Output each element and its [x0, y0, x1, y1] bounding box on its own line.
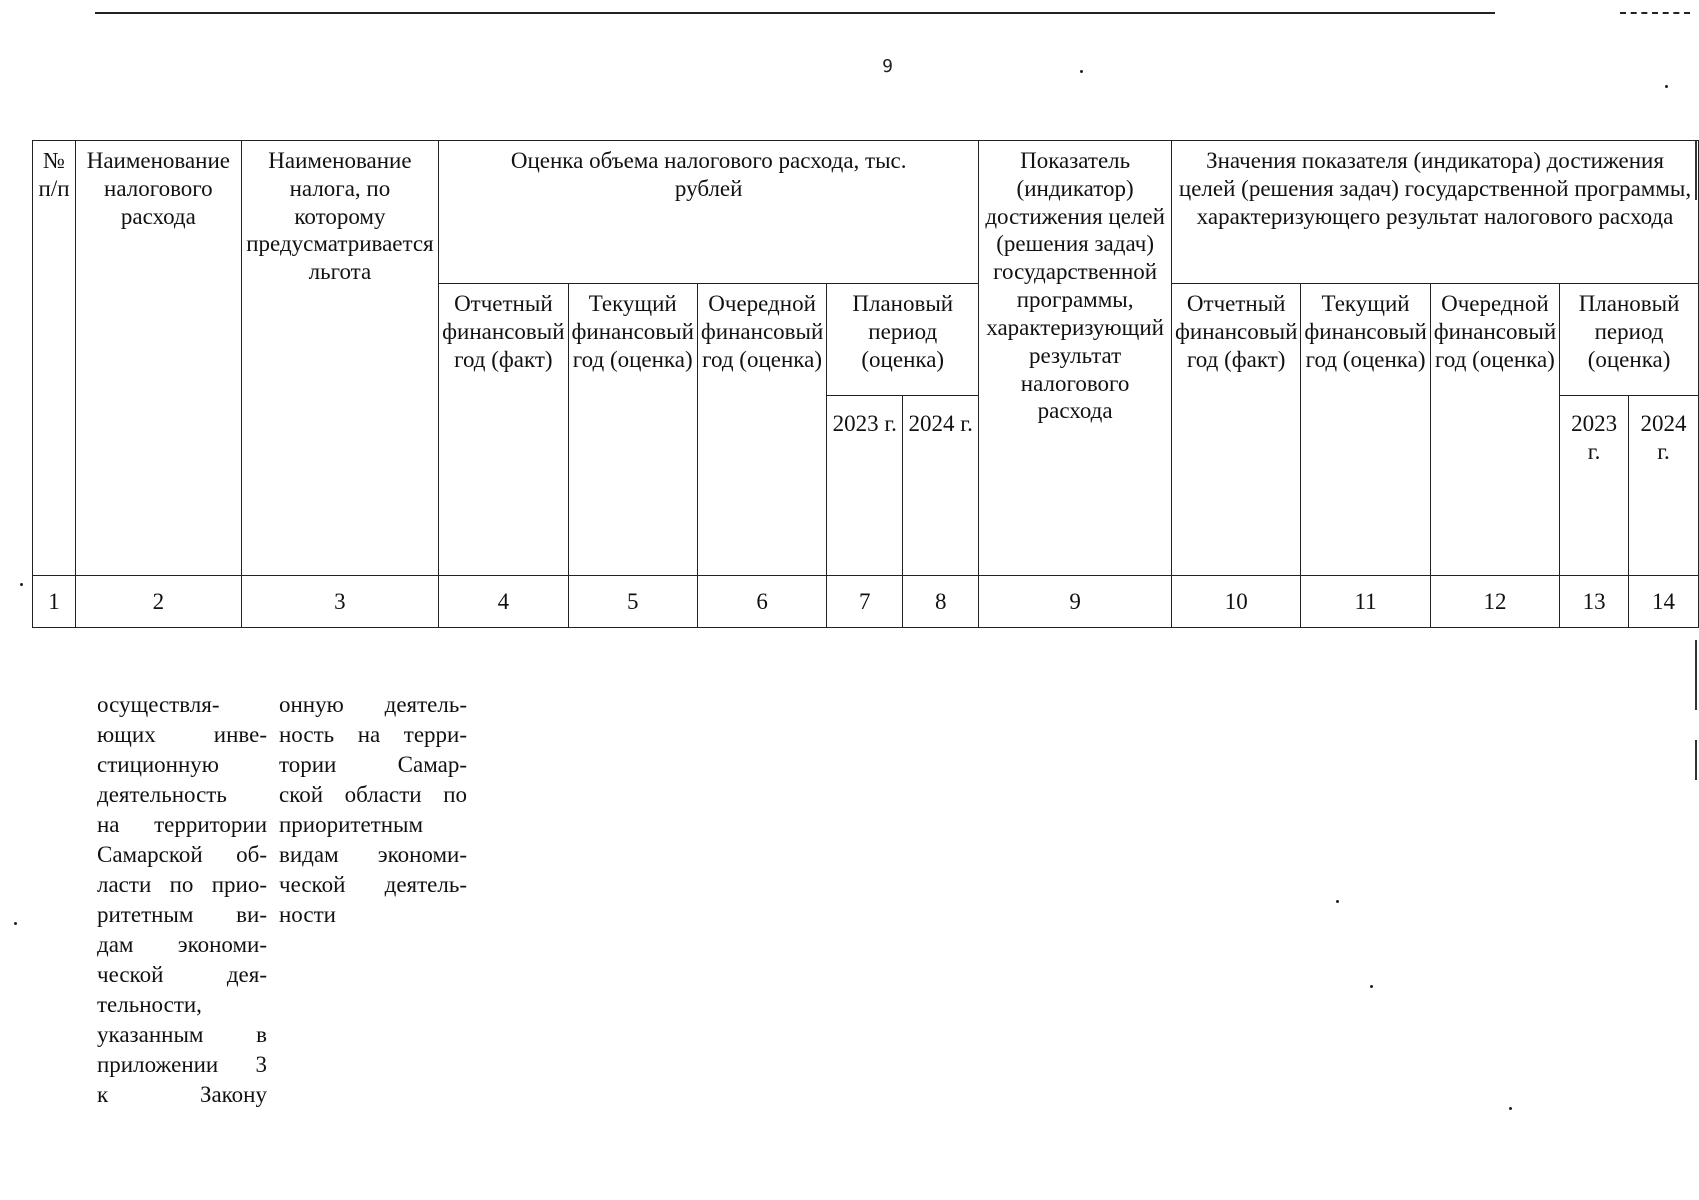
- header-est-plan-period: Плановый период (оценка): [827, 284, 979, 396]
- text-line: приложении 3: [97, 1052, 267, 1077]
- column-number: 5: [568, 576, 697, 628]
- text-line: приоритетным: [279, 812, 424, 837]
- text-line: к Закону: [97, 1082, 267, 1107]
- text-line: онную деятель-: [279, 692, 467, 717]
- text-line: стиционную: [97, 752, 219, 777]
- scan-dot: [1665, 85, 1668, 88]
- header-val-next-year: Очередной финансовый год (оценка): [1430, 284, 1559, 576]
- text-line: деятельность: [97, 782, 227, 807]
- text-line: ности: [279, 902, 336, 927]
- header-row-number: № п/п: [33, 141, 76, 576]
- column-number: 4: [439, 576, 568, 628]
- scan-dot: [1336, 900, 1339, 903]
- header-expense-name: Наименование налогового расхода: [76, 141, 242, 576]
- scan-dot: [14, 922, 17, 925]
- header-estimate-group: Оценка объема налогового расхода, тыс. рублей: [439, 141, 979, 284]
- header-est-2023: 2023 г.: [827, 396, 903, 576]
- column-number: 7: [827, 576, 903, 628]
- header-est-next-year: Очередной финансовый год (оценка): [697, 284, 826, 576]
- header-val-2024: 2024 г.: [1629, 396, 1699, 576]
- text-line: указанным в: [97, 1022, 267, 1047]
- header-val-reporting-year: Отчетный финансовый год (факт): [1172, 284, 1301, 576]
- text-line: дам экономи-: [97, 932, 267, 957]
- column-number: 12: [1430, 576, 1559, 628]
- column-number: 9: [979, 576, 1172, 628]
- text-line: тельности,: [97, 992, 202, 1017]
- header-val-2023: 2023 г.: [1560, 396, 1629, 576]
- column-number: 10: [1172, 576, 1301, 628]
- tax-name-text: [279, 690, 467, 930]
- text-line: тории Самар-: [279, 752, 467, 777]
- text-line: ность на терри-: [279, 722, 467, 747]
- column-number: 3: [241, 576, 438, 628]
- header-est-current-year: Текущий финансовый год (оценка): [568, 284, 697, 576]
- header-est-2024: 2024 г.: [903, 396, 979, 576]
- expense-name-text: [97, 690, 267, 1110]
- top-rule-right: [1620, 12, 1690, 14]
- column-number: 13: [1560, 576, 1629, 628]
- column-number: 11: [1301, 576, 1430, 628]
- column-number: 8: [903, 576, 979, 628]
- scan-dot: [1370, 985, 1373, 988]
- text-line: видам экономи-: [279, 842, 467, 867]
- text-line: ритетным ви-: [97, 902, 267, 927]
- text-line: осуществля-: [97, 692, 220, 717]
- header-indicator: Показатель (индикатор) достижения целей (решения задач) государственной программы, характеризующий результат налогового расхода: [979, 141, 1172, 576]
- column-number: 1: [33, 576, 76, 628]
- text-line: на территории: [97, 812, 267, 837]
- text-line: ческой дея-: [97, 962, 267, 987]
- text-line: ющих инве-: [97, 722, 267, 747]
- header-val-plan-period: Плановый период (оценка): [1560, 284, 1699, 396]
- right-edge-mark: [1695, 740, 1697, 780]
- header-tax-name: Наименование налога, по которому предусматривается льгота: [241, 141, 438, 576]
- page-number: 9: [882, 56, 893, 77]
- text-line: Самарской об-: [97, 842, 267, 867]
- right-edge-mark: [1695, 640, 1697, 710]
- header-est-reporting-year: Отчетный финансовый год (факт): [439, 284, 568, 576]
- scan-dot: [20, 583, 23, 586]
- column-number: 2: [76, 576, 242, 628]
- text-line: ческой деятель-: [279, 872, 467, 897]
- column-number: 14: [1629, 576, 1699, 628]
- column-number: 6: [697, 576, 826, 628]
- text-line: ской области по: [279, 782, 467, 807]
- top-rule: [95, 12, 1495, 14]
- header-values-group: Значения показателя (индикатора) достижения целей (решения задач) государственной программы, характеризующего результат налогового расхода: [1172, 141, 1699, 284]
- header-val-current-year: Текущий финансовый год (оценка): [1301, 284, 1430, 576]
- scan-dot: [1509, 1107, 1512, 1110]
- tax-expense-table: [32, 140, 1699, 628]
- text-line: ласти по прио-: [97, 872, 267, 897]
